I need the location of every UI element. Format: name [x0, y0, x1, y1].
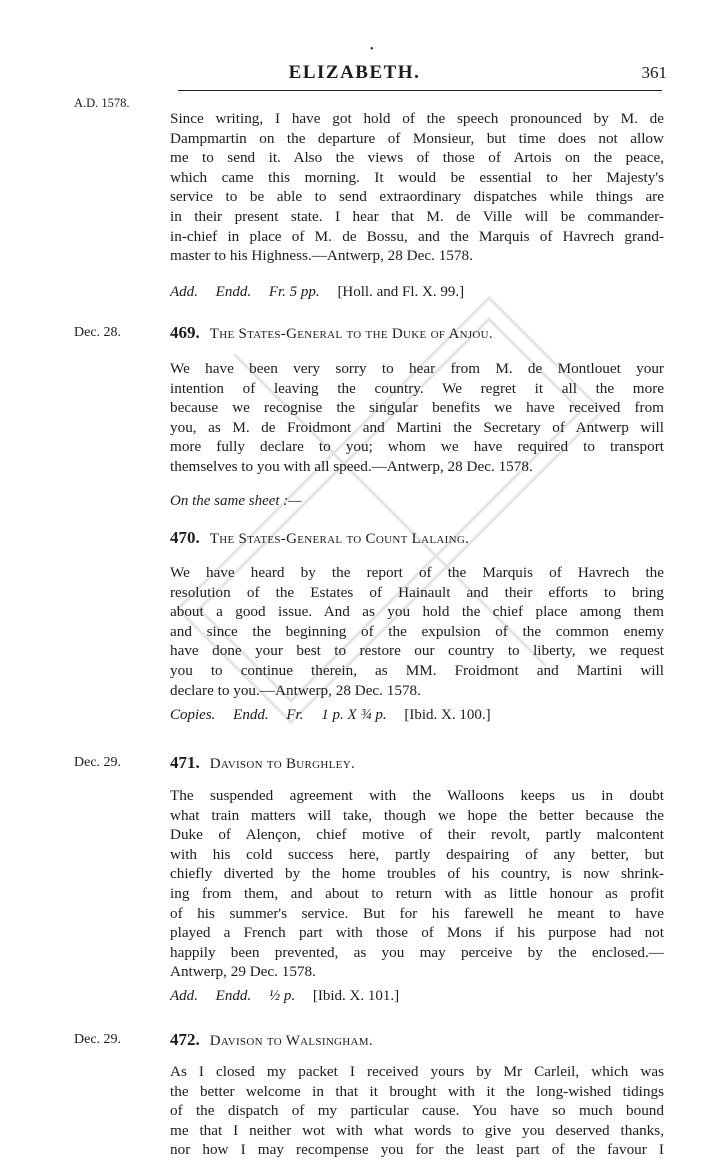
margin-year: A.D. 1578.	[74, 96, 130, 110]
text-line: and since the beginning of the expulsion of the common enemy	[170, 622, 664, 640]
text-line: of his summer's service. But for his farewell he meant to have	[170, 904, 664, 922]
text-line: intention of leaving the country. We regret it all the more	[170, 379, 664, 397]
endorse-item: Add.	[170, 988, 198, 1004]
entry-number: 471.	[170, 753, 200, 772]
text-line: have done your best to restore our country to liberty, we request	[170, 642, 664, 660]
text-line: The suspended agreement with the Walloons keeps us in doubt	[170, 787, 664, 804]
text-line: played a French part with those of Mons if his purpose had not	[170, 924, 664, 942]
page-number: 361	[641, 63, 667, 82]
entry-471-endorsement	[170, 988, 413, 1005]
endorse-item: Endd.	[233, 707, 269, 723]
endorse-item: Endd.	[215, 988, 252, 1004]
text-line: me to send it. Also the views of those of Artois on the peace,	[170, 149, 664, 167]
endorse-item: Copies.	[170, 707, 216, 723]
text-line: what train matters will take, though we hope the better because the	[170, 806, 664, 824]
entry-470-endorsement	[170, 707, 505, 724]
reference: [Ibid. X. 101.]	[312, 988, 400, 1004]
text-line: As I closed my packet I received yours by Mr Carleil, which was	[170, 1063, 664, 1080]
entry-469-text	[170, 359, 664, 477]
reference: [Holl. and Fl. X. 99.]	[337, 284, 465, 300]
text-line: declare to you.—Antwerp, 28 Dec. 1578.	[170, 681, 421, 699]
text-line: me that I neither wot with what words to give you deserved thanks,	[170, 1121, 664, 1139]
text-line: you, as M. de Froidmont and Martini the Secretary of Antwerp will	[170, 418, 664, 436]
text-line: in-chief in place of M. de Bossu, and the Marquis of Havrech grand-	[170, 227, 664, 245]
reference: [Ibid. X. 100.]	[404, 707, 491, 723]
text-line: themselves to you with all speed.—Antwerp, 28 Dec. 1578.	[170, 457, 533, 475]
endorse-item: Fr.	[286, 707, 304, 723]
header-rule	[178, 90, 662, 91]
text-line: chiefly diverted by the home troubles of his country, is now shrink-	[170, 865, 664, 883]
text-line: the better welcome in that it brought with it the long-wished tidings	[170, 1082, 664, 1100]
endorse-item: ½ p.	[268, 988, 296, 1004]
entry-469-heading	[170, 323, 493, 343]
date-469: Dec. 28.	[74, 325, 122, 340]
text-line: Antwerp, 29 Dec. 1578.	[170, 963, 316, 981]
text-line: ing from them, and about to return with as little honour as profit	[170, 884, 664, 902]
block-1-text	[170, 109, 664, 266]
text-line: you to continue therein, as MM. Froidmont and Martini will	[170, 661, 664, 679]
same-sheet-note: On the same sheet :—	[170, 493, 302, 509]
entry-471-text	[170, 786, 664, 982]
text-line: with his cold success here, partly despairing of any better, but	[170, 845, 664, 863]
text-line: We have heard by the report of the Marquis of Havrech the	[170, 564, 664, 581]
entry-472-text	[170, 1062, 664, 1159]
endorse-item: Endd.	[215, 284, 252, 300]
endorse-item: Fr. 5 pp.	[268, 284, 320, 300]
text-line: about a good issue. And as you hold the chief place among them	[170, 603, 664, 621]
text-line: Duke of Alençon, chief motive of their revolt, partly malcontent	[170, 826, 664, 844]
running-head-title: ELIZABETH.	[288, 62, 421, 83]
entry-470-text	[170, 563, 664, 700]
block-1-endorsement	[170, 284, 478, 301]
text-line: of the dispatch of my particular cause. You have so much bound	[170, 1102, 664, 1120]
date-472: Dec. 29.	[74, 1032, 122, 1047]
entry-472-heading	[170, 1030, 373, 1050]
entry-470-heading	[170, 528, 469, 548]
text-line: more fully declare to you; whom we have required to transport	[170, 438, 664, 456]
text-line: service to be able to send extraordinary dispatches while things are	[170, 188, 664, 206]
entry-title: The States-General to Count Lalaing.	[209, 531, 470, 547]
text-line: nor how I may recompense you for the least part of the favour I	[170, 1141, 664, 1159]
text-line: happily been prevented, as you may perceive by the enclosed.—	[170, 943, 664, 961]
entry-number: 470.	[170, 528, 200, 547]
endorse-item: Add.	[170, 284, 198, 300]
entry-number: 472.	[170, 1030, 200, 1049]
endorse-item: 1 p. X ¾ p.	[321, 707, 387, 723]
date-471: Dec. 29.	[74, 755, 122, 770]
entry-title: Davison to Walsingham.	[209, 1033, 373, 1049]
text-line: We have been very sorry to hear from M. de Montlouet your	[170, 360, 664, 377]
entry-471-heading	[170, 753, 355, 773]
watermark-stamp-icon	[110, 230, 670, 790]
text-line: because we recognise the singular benefits we have received from	[170, 399, 664, 417]
text-line: in their present state. I hear that M. de Ville will be commander-	[170, 207, 664, 225]
entry-number: 469.	[170, 323, 200, 342]
text-line: Dampmartin on the departure of Monsieur, but time does not allow	[170, 129, 664, 147]
text-line: resolution of the Estates of Hainault and their efforts to bring	[170, 583, 664, 601]
printer-dot-mark: •	[370, 44, 374, 55]
text-line: Since writing, I have got hold of the speech pronounced by M. de	[170, 110, 664, 127]
entry-title: The States-General to the Duke of Anjou.	[209, 326, 493, 342]
entry-title: Davison to Burghley.	[209, 756, 355, 772]
text-line: master to his Highness.—Antwerp, 28 Dec. 1578.	[170, 247, 473, 265]
text-line: which came this morning. It would be essential to her Majesty's	[170, 168, 664, 186]
